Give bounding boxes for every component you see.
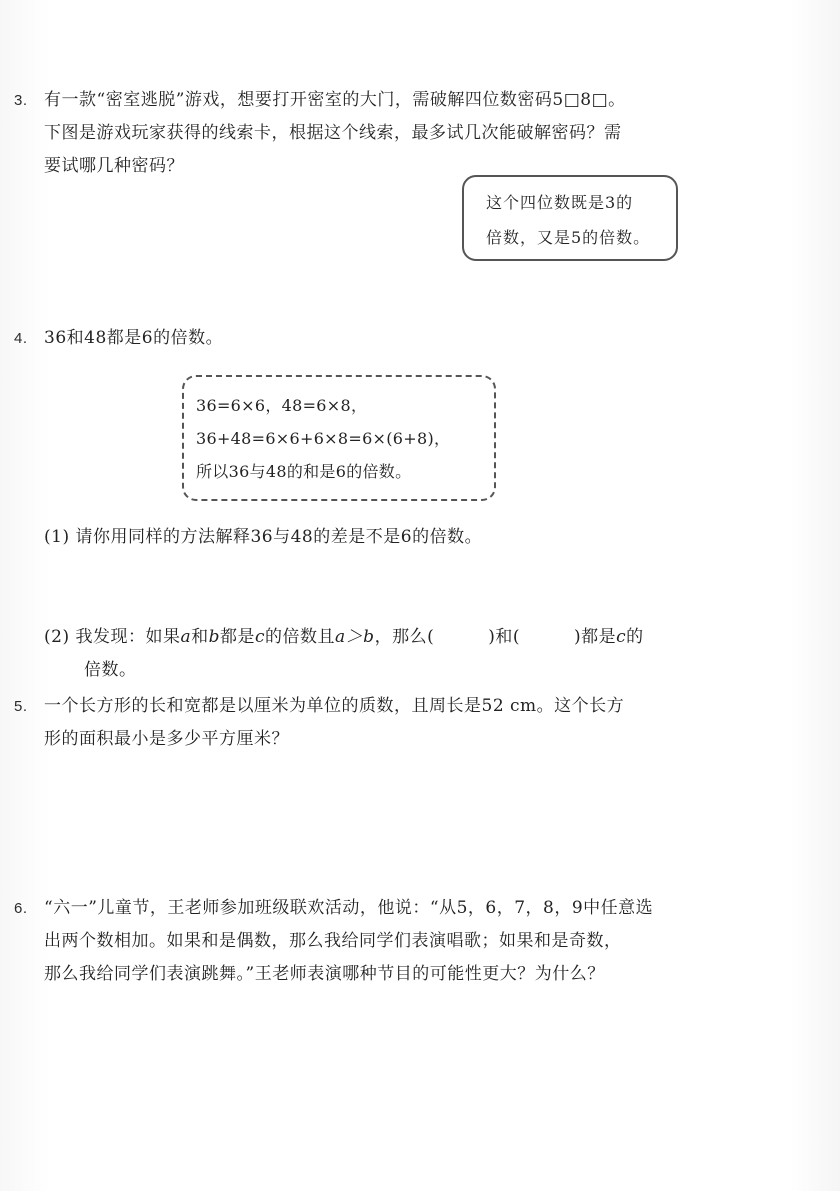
question-4-part-2-line-2: 倍数。 bbox=[84, 660, 137, 680]
part-2-text-a: (2) 我发现：如果 bbox=[44, 627, 181, 647]
variable-c: c bbox=[255, 627, 266, 647]
question-5-number: 5. bbox=[14, 698, 28, 715]
question-5-text bbox=[44, 690, 694, 756]
question-6-line-3: 那么我给同学们表演跳舞。”王老师表演哪种节目的可能性更大？为什么？ bbox=[44, 964, 605, 984]
variable-b: b bbox=[208, 627, 221, 647]
question-3-number: 3. bbox=[14, 92, 28, 109]
part-2-text-h: 的 bbox=[626, 627, 644, 647]
question-4-part-1-text: (1) 请你用同样的方法解释36与48的差是不是6的倍数。 bbox=[44, 527, 483, 547]
question-4-part-2 bbox=[44, 621, 704, 687]
question-4-part-1 bbox=[44, 521, 704, 554]
part-2-text-f: )和( bbox=[488, 627, 520, 647]
example-line-1: 36=6×6，48=6×8， bbox=[196, 396, 368, 415]
condition-a-greater-b: a＞b bbox=[335, 627, 375, 647]
example-line-3: 所以36与48的和是6的倍数。 bbox=[196, 462, 412, 481]
example-line-2: 36+48=6×6+6×8=6×(6+8)， bbox=[196, 429, 451, 448]
example-box bbox=[182, 375, 496, 501]
part-2-text-b: 和 bbox=[191, 627, 209, 647]
part-2-text-c: 都是 bbox=[220, 627, 256, 647]
variable-a: a bbox=[180, 627, 192, 647]
question-6-line-1: “六一”儿童节，王老师参加班级联欢活动，他说：“从5，6，7，8，9中任意选 bbox=[44, 898, 654, 918]
clue-card bbox=[462, 175, 678, 261]
question-3-text bbox=[44, 84, 694, 183]
question-3-line-1: 有一款“密室逃脱”游戏，想要打开密室的大门，需破解四位数密码5□8□。 bbox=[44, 90, 626, 110]
part-2-text-e: ，那么( bbox=[374, 627, 435, 647]
question-5-line-2: 形的面积最小是多少平方厘米？ bbox=[44, 729, 289, 749]
question-3 bbox=[14, 84, 694, 183]
question-3-line-2: 下图是游戏玩家获得的线索卡，根据这个线索，最多试几次能破解密码？需 bbox=[44, 123, 622, 143]
question-5 bbox=[14, 690, 694, 756]
question-6-line-2: 出两个数相加。如果和是偶数，那么我给同学们表演唱歌；如果和是奇数， bbox=[44, 931, 622, 951]
question-4-intro-text: 36和48都是6的倍数。 bbox=[44, 328, 224, 348]
question-4 bbox=[14, 322, 694, 355]
part-2-text-g: )都是 bbox=[573, 627, 617, 647]
question-4-intro bbox=[44, 322, 694, 355]
question-4-part-2-line-1 bbox=[44, 621, 704, 654]
question-6-number: 6. bbox=[14, 900, 28, 917]
question-5-line-1: 一个长方形的长和宽都是以厘米为单位的质数，且周长是52 cm。这个长方 bbox=[44, 696, 625, 716]
clue-card-line-1: 这个四位数既是3的 bbox=[486, 193, 634, 212]
question-6 bbox=[14, 892, 694, 991]
clue-card-line-2: 倍数，又是5的倍数。 bbox=[486, 228, 651, 247]
question-4-number: 4. bbox=[14, 330, 28, 347]
variable-c-2: c bbox=[616, 627, 627, 647]
question-6-text bbox=[44, 892, 694, 991]
part-2-text-d: 的倍数且 bbox=[265, 627, 336, 647]
question-3-line-3: 要试哪几种密码？ bbox=[44, 156, 184, 176]
